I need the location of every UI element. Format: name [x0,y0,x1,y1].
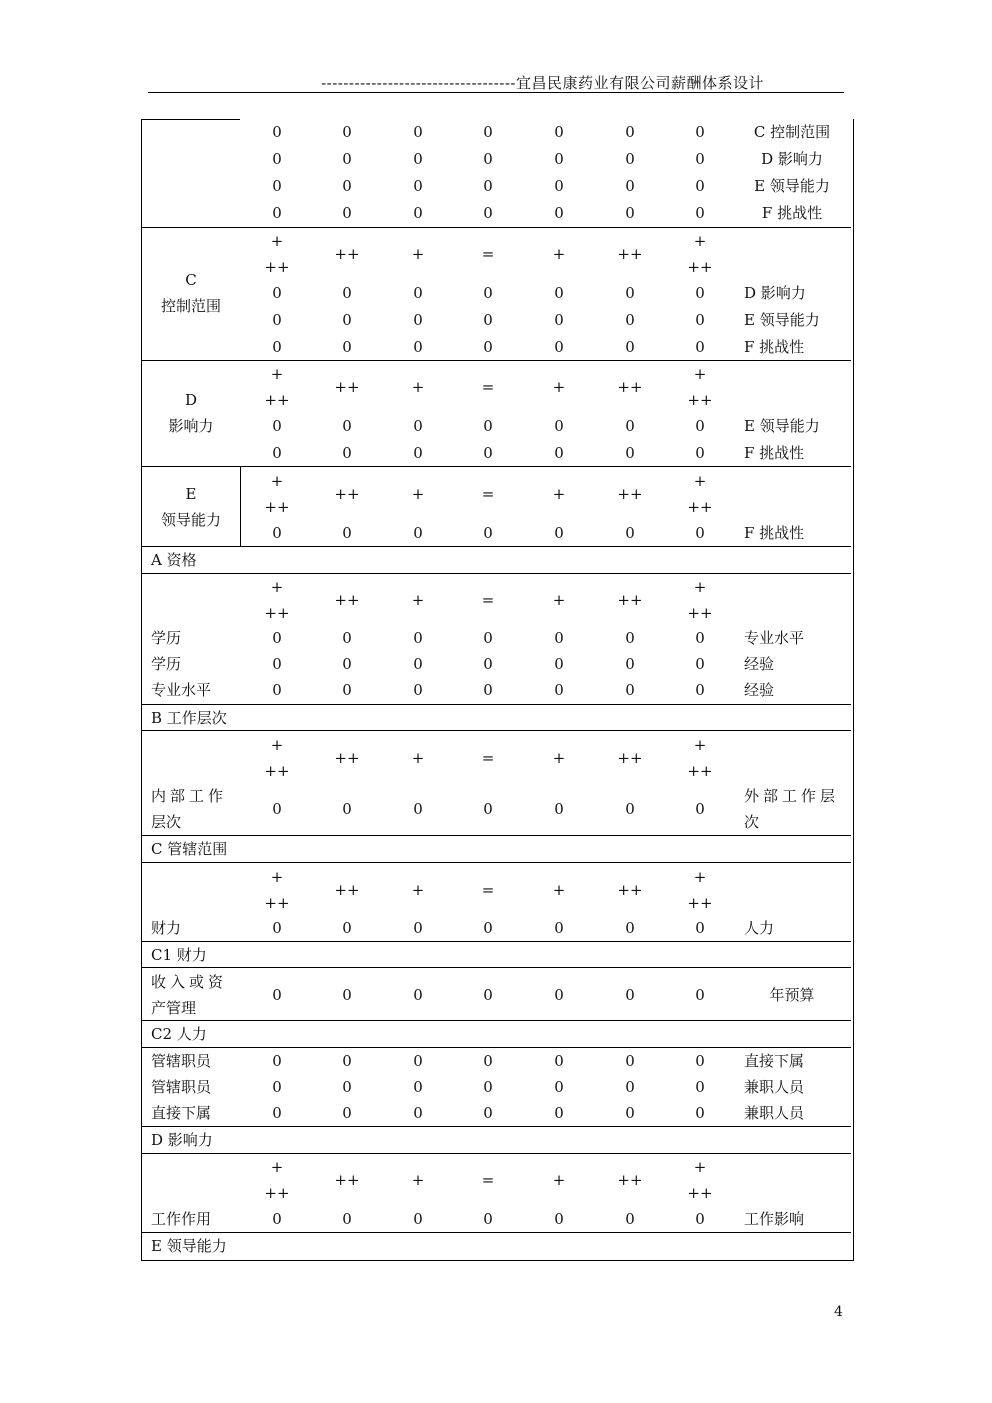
plus-symbol: + [411,591,425,609]
zero-value: 0 [483,986,493,1004]
zero-value: 0 [272,800,282,818]
comparison-table [141,119,854,1261]
zero-value: 0 [342,1078,352,1096]
zero-value: 0 [342,800,352,818]
zero-value: 0 [554,284,564,302]
zero-value: 0 [272,655,282,673]
zero-value: 0 [413,150,423,168]
zero-value: 0 [625,444,635,462]
zero-value: 0 [272,1210,282,1228]
zero-value: 0 [483,1078,493,1096]
row-right-label: 年预算 [769,986,815,1004]
zero-value: 0 [342,986,352,1004]
row-divider [142,1126,851,1127]
section-title: A 资格 [151,551,197,569]
row-divider [142,573,851,574]
row-left-label: 学历 [151,655,182,673]
zero-value: 0 [554,986,564,1004]
row-right-label: 兼职人员 [744,1104,805,1122]
zero-value: 0 [625,417,635,435]
zero-value: 0 [342,1104,352,1122]
page-header [148,70,844,93]
zero-value: 0 [554,919,564,937]
plus-plus-symbol: ++ [687,762,713,780]
zero-value: 0 [695,204,705,222]
zero-value: 0 [272,123,282,141]
zero-value: 0 [272,177,282,195]
zero-value: 0 [342,284,352,302]
row-divider [142,546,851,547]
zero-value: 0 [483,1052,493,1070]
zero-value: 0 [625,800,635,818]
zero-value: 0 [695,123,705,141]
zero-value: 0 [554,681,564,699]
zero-value: 0 [413,681,423,699]
row-divider [142,1020,851,1021]
plus-symbol: + [411,245,425,263]
zero-value: 0 [625,524,635,542]
zero-value: 0 [695,655,705,673]
zero-value: 0 [413,986,423,1004]
zero-value: 0 [695,177,705,195]
zero-value: 0 [625,338,635,356]
zero-value: 0 [625,681,635,699]
zero-value: 0 [342,1210,352,1228]
row-left-label: 直接下属 [151,1104,212,1122]
zero-value: 0 [483,177,493,195]
zero-value: 0 [272,204,282,222]
plus-plus-symbol: ++ [334,245,360,263]
plus-symbol: + [552,1171,566,1189]
left-label: 领导能力 [160,511,222,529]
row-left-label: 管辖职员 [151,1078,212,1096]
zero-value: 0 [625,123,635,141]
zero-value: 0 [483,150,493,168]
plus-plus-symbol: ++ [264,894,290,912]
zero-value: 0 [625,150,635,168]
section-title: C2 人力 [151,1025,207,1043]
plus-plus-symbol: ++ [687,604,713,622]
plus-symbol: + [411,378,425,396]
zero-value: 0 [554,655,564,673]
page-number: 4 [834,1304,843,1320]
plus-symbol: + [693,232,707,250]
row-right-label: 兼职人员 [744,1078,805,1096]
zero-value: 0 [342,629,352,647]
right-label: E 领导能力 [744,311,820,329]
row-right-label: 人力 [744,919,775,937]
plus-plus-symbol: ++ [617,378,643,396]
row-divider [142,835,851,836]
zero-value: 0 [483,629,493,647]
plus-symbol: + [270,868,284,886]
row-divider [142,862,851,863]
zero-value: 0 [342,417,352,435]
zero-value: 0 [272,1052,282,1070]
zero-value: 0 [342,150,352,168]
zero-value: 0 [413,629,423,647]
plus-plus-symbol: ++ [617,591,643,609]
plus-plus-symbol: ++ [687,498,713,516]
row-divider [142,466,851,467]
zero-value: 0 [695,800,705,818]
zero-value: 0 [342,123,352,141]
zero-value: 0 [483,919,493,937]
plus-symbol: + [411,881,425,899]
plus-symbol: + [693,578,707,596]
zero-value: 0 [413,338,423,356]
zero-value: 0 [695,1210,705,1228]
zero-value: 0 [695,919,705,937]
right-label: F 挑战性 [744,524,805,542]
zero-value: 0 [695,986,705,1004]
equal-symbol: = [481,881,495,899]
zero-value: 0 [483,284,493,302]
right-label: E 领导能力 [744,417,820,435]
plus-symbol: + [270,472,284,490]
zero-value: 0 [695,1052,705,1070]
zero-value: 0 [272,444,282,462]
row-divider [142,941,851,942]
plus-symbol: + [552,378,566,396]
zero-value: 0 [554,1052,564,1070]
zero-value: 0 [554,338,564,356]
row-left-label: 产管理 [151,999,197,1017]
plus-plus-symbol: ++ [334,881,360,899]
zero-value: 0 [342,1052,352,1070]
zero-value: 0 [625,919,635,937]
right-label: C 控制范围 [753,123,831,141]
zero-value: 0 [554,1210,564,1228]
plus-plus-symbol: ++ [617,245,643,263]
zero-value: 0 [695,417,705,435]
zero-value: 0 [483,1104,493,1122]
zero-value: 0 [483,417,493,435]
section-title: C 管辖范围 [151,840,228,858]
zero-value: 0 [413,1210,423,1228]
plus-symbol: + [552,485,566,503]
plus-symbol: + [552,245,566,263]
zero-value: 0 [483,800,493,818]
zero-value: 0 [625,1052,635,1070]
zero-value: 0 [483,444,493,462]
zero-value: 0 [413,1078,423,1096]
zero-value: 0 [272,1104,282,1122]
zero-value: 0 [625,986,635,1004]
zero-value: 0 [483,123,493,141]
right-label: D 影响力 [761,150,823,168]
plus-plus-symbol: ++ [334,749,360,767]
zero-value: 0 [625,1210,635,1228]
zero-value: 0 [554,629,564,647]
zero-value: 0 [483,524,493,542]
left-label: C [185,271,197,289]
zero-value: 0 [695,150,705,168]
zero-value: 0 [695,524,705,542]
row-right-label: 经验 [744,655,775,673]
plus-symbol: + [270,365,284,383]
zero-value: 0 [272,417,282,435]
zero-value: 0 [272,919,282,937]
plus-plus-symbol: ++ [264,604,290,622]
zero-value: 0 [272,1078,282,1096]
row-divider [142,704,851,705]
zero-value: 0 [695,284,705,302]
section-title: E 领导能力 [151,1237,227,1255]
plus-symbol: + [411,1171,425,1189]
row-right-label: 直接下属 [744,1052,805,1070]
plus-symbol: + [552,881,566,899]
plus-plus-symbol: ++ [687,1184,713,1202]
right-label: F 挑战性 [744,338,805,356]
zero-value: 0 [554,311,564,329]
equal-symbol: = [481,1171,495,1189]
zero-value: 0 [272,681,282,699]
plus-symbol: + [270,578,284,596]
zero-value: 0 [554,1104,564,1122]
zero-value: 0 [342,177,352,195]
plus-symbol: + [693,868,707,886]
zero-value: 0 [483,1210,493,1228]
zero-value: 0 [342,681,352,699]
zero-value: 0 [413,417,423,435]
zero-value: 0 [695,338,705,356]
row-left-label: 财力 [151,919,182,937]
row-divider [142,360,851,361]
section-title: C1 财力 [151,946,207,964]
plus-symbol: + [411,749,425,767]
row-left-label: 管辖职员 [151,1052,212,1070]
plus-symbol: + [552,591,566,609]
zero-value: 0 [554,800,564,818]
equal-symbol: = [481,245,495,263]
zero-value: 0 [483,311,493,329]
right-label: E 领导能力 [754,177,830,195]
plus-plus-symbol: ++ [687,894,713,912]
row-left-label: 层次 [151,813,182,831]
plus-plus-symbol: ++ [617,1171,643,1189]
zero-value: 0 [413,123,423,141]
row-right-label: 外部工作层 [744,787,840,805]
left-label: E [185,485,197,503]
zero-value: 0 [413,1104,423,1122]
zero-value: 0 [483,681,493,699]
zero-value: 0 [342,311,352,329]
zero-value: 0 [483,204,493,222]
zero-value: 0 [554,123,564,141]
row-divider [142,119,240,120]
zero-value: 0 [625,1078,635,1096]
plus-symbol: + [270,1158,284,1176]
plus-plus-symbol: ++ [687,258,713,276]
zero-value: 0 [413,311,423,329]
plus-plus-symbol: ++ [334,1171,360,1189]
zero-value: 0 [625,177,635,195]
zero-value: 0 [413,800,423,818]
zero-value: 0 [554,150,564,168]
zero-value: 0 [695,681,705,699]
zero-value: 0 [695,1078,705,1096]
zero-value: 0 [413,1052,423,1070]
right-label: D 影响力 [744,284,806,302]
zero-value: 0 [272,986,282,1004]
zero-value: 0 [695,629,705,647]
zero-value: 0 [554,204,564,222]
zero-value: 0 [625,284,635,302]
zero-value: 0 [554,524,564,542]
zero-value: 0 [342,204,352,222]
zero-value: 0 [695,1104,705,1122]
zero-value: 0 [272,311,282,329]
row-divider [142,1232,851,1233]
row-left-label: 学历 [151,629,182,647]
row-left-label: 工作作用 [151,1210,212,1228]
zero-value: 0 [342,919,352,937]
plus-symbol: + [693,365,707,383]
zero-value: 0 [272,338,282,356]
zero-value: 0 [272,629,282,647]
right-label: F 挑战性 [761,204,823,222]
left-label: 影响力 [168,417,214,435]
zero-value: 0 [342,338,352,356]
row-divider [142,967,851,968]
zero-value: 0 [554,417,564,435]
plus-symbol: + [270,736,284,754]
plus-symbol: + [693,736,707,754]
zero-value: 0 [413,444,423,462]
right-label: F 挑战性 [744,444,805,462]
plus-plus-symbol: ++ [687,391,713,409]
equal-symbol: = [481,591,495,609]
zero-value: 0 [342,655,352,673]
zero-value: 0 [413,284,423,302]
plus-plus-symbol: ++ [264,1184,290,1202]
equal-symbol: = [481,749,495,767]
plus-plus-symbol: ++ [264,391,290,409]
zero-value: 0 [413,177,423,195]
equal-symbol: = [481,485,495,503]
zero-value: 0 [483,338,493,356]
row-divider [142,1153,851,1154]
plus-plus-symbol: ++ [617,881,643,899]
zero-value: 0 [695,311,705,329]
zero-value: 0 [413,655,423,673]
plus-symbol: + [411,485,425,503]
zero-value: 0 [272,284,282,302]
zero-value: 0 [625,655,635,673]
plus-plus-symbol: ++ [334,378,360,396]
row-left-label: 内部工作 [151,787,228,805]
zero-value: 0 [483,655,493,673]
plus-plus-symbol: ++ [617,485,643,503]
plus-plus-symbol: ++ [617,749,643,767]
zero-value: 0 [342,524,352,542]
left-label: D [184,391,198,409]
plus-symbol: + [552,749,566,767]
zero-value: 0 [554,177,564,195]
left-label: 控制范围 [160,297,222,315]
row-right-label: 经验 [744,681,775,699]
zero-value: 0 [625,1104,635,1122]
row-left-label: 专业水平 [151,681,212,699]
header-title: -----------------------------------宜昌民康药业有限公司薪酬体系设计 [321,74,764,92]
zero-value: 0 [272,524,282,542]
row-right-label: 工作影响 [744,1210,805,1228]
column-divider [240,466,241,546]
section-title: B 工作层次 [151,709,227,727]
row-right-label: 专业水平 [744,629,805,647]
zero-value: 0 [413,919,423,937]
plus-plus-symbol: ++ [264,762,290,780]
zero-value: 0 [413,204,423,222]
row-divider [142,730,851,731]
zero-value: 0 [625,629,635,647]
plus-plus-symbol: ++ [334,591,360,609]
row-left-label: 收入或资 [151,973,228,991]
equal-symbol: = [481,378,495,396]
plus-plus-symbol: ++ [264,498,290,516]
zero-value: 0 [554,444,564,462]
plus-symbol: + [693,472,707,490]
zero-value: 0 [342,444,352,462]
plus-plus-symbol: ++ [264,258,290,276]
zero-value: 0 [554,1078,564,1096]
row-divider [142,227,851,228]
plus-symbol: + [270,232,284,250]
row-right-label: 次 [744,813,760,831]
row-divider [142,1047,851,1048]
zero-value: 0 [695,444,705,462]
zero-value: 0 [625,204,635,222]
plus-plus-symbol: ++ [334,485,360,503]
zero-value: 0 [625,311,635,329]
section-title: D 影响力 [151,1131,213,1149]
plus-symbol: + [693,1158,707,1176]
zero-value: 0 [272,150,282,168]
zero-value: 0 [413,524,423,542]
